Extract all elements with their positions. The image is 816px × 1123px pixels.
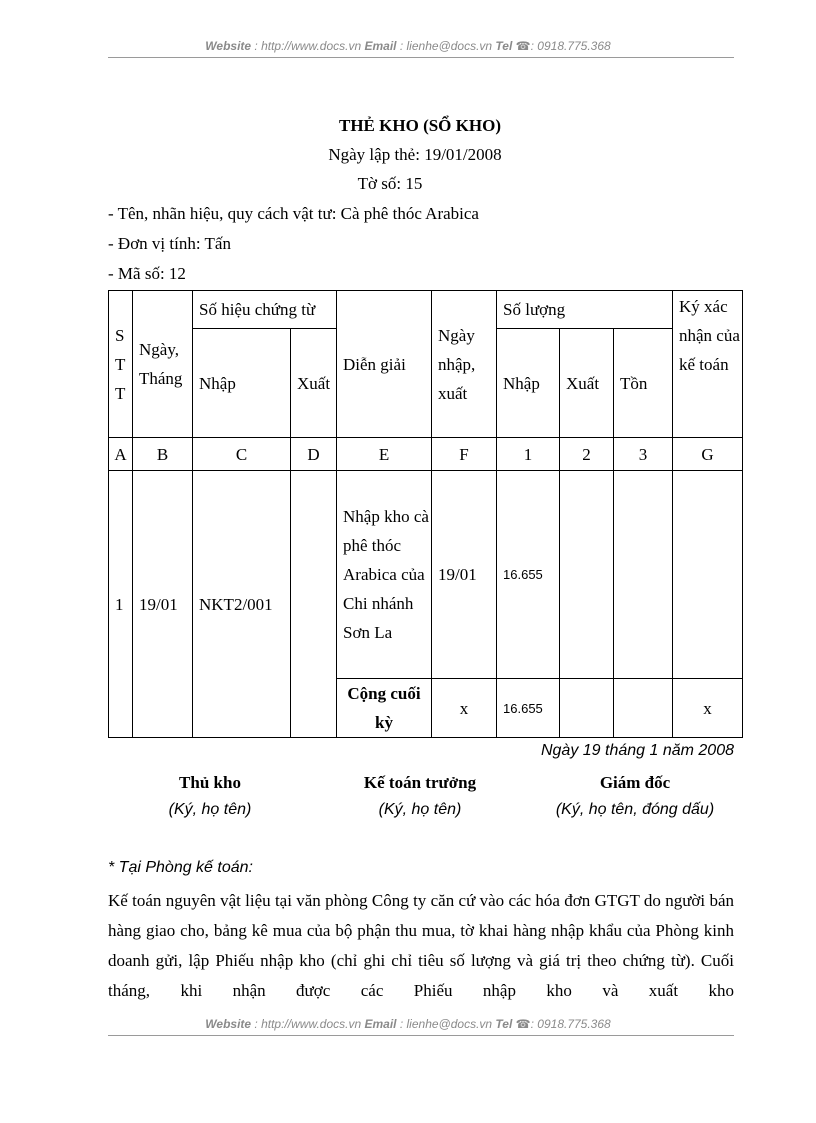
code-cell: F xyxy=(432,438,497,471)
signature-director xyxy=(530,773,740,819)
total-qty-stock xyxy=(614,679,673,738)
code-cell: D xyxy=(291,438,337,471)
page-footer xyxy=(0,1017,816,1031)
header-qty-stock: Tồn xyxy=(614,329,673,438)
header-quantity: Số lượng xyxy=(497,291,673,329)
code-cell: 3 xyxy=(614,438,673,471)
item-name: - Tên, nhãn hiệu, quy cách vật tư: Cà phê thóc Arabica xyxy=(108,204,479,223)
creation-date: Ngày lập thẻ: 19/01/2008 xyxy=(328,145,502,164)
row-qty-stock xyxy=(614,471,673,679)
code-cell: A xyxy=(109,438,133,471)
total-label: Cộng cuối kỳ xyxy=(337,679,432,738)
page-header xyxy=(0,39,816,53)
column-code-row xyxy=(109,438,743,471)
item-code: - Mã số: 12 xyxy=(108,264,186,283)
table-row xyxy=(109,471,743,679)
tel-label: Tel xyxy=(495,1017,513,1031)
document-title: THẺ KHO (SỔ KHO) xyxy=(339,116,501,135)
header-stt: S T T xyxy=(109,291,133,438)
row-confirm xyxy=(673,471,743,679)
website-label: Website xyxy=(205,1017,252,1031)
signature-role: Thủ kho xyxy=(179,773,241,792)
code-cell: B xyxy=(133,438,193,471)
code-cell: E xyxy=(337,438,432,471)
signature-role: Giám đốc xyxy=(599,773,671,792)
section-note: * Tại Phòng kế toán: xyxy=(108,859,253,876)
header-doc-in: Nhập xyxy=(193,329,291,438)
tel-value: : 0918.775.368 xyxy=(530,39,611,53)
signature-date: Ngày 19 tháng 1 năm 2008 xyxy=(540,742,734,759)
signature-storekeeper xyxy=(130,773,290,819)
header-divider xyxy=(108,57,734,58)
header-row-1 xyxy=(109,291,743,329)
signature-hint: (Ký, họ tên) xyxy=(378,801,462,818)
email-label: Email xyxy=(364,39,397,53)
tel-value: : 0918.775.368 xyxy=(530,1017,611,1031)
website-value: : http://www.docs.vn xyxy=(254,39,362,53)
code-cell: G xyxy=(673,438,743,471)
row-doc-in: NKT2/001 xyxy=(193,471,291,738)
phone-icon: ☎ xyxy=(515,1017,531,1031)
header-document-no: Số hiệu chứng từ xyxy=(193,291,337,329)
row-description: Nhập kho cà phê thóc Arabica của Chi nhánh Sơn La xyxy=(337,471,432,679)
total-qty-in: 16.655 xyxy=(497,679,560,738)
footer-divider xyxy=(108,1035,734,1036)
unit-of-measure: - Đơn vị tính: Tấn xyxy=(108,234,231,253)
row-stt: 1 xyxy=(109,471,133,738)
website-value: : http://www.docs.vn xyxy=(254,1017,362,1031)
email-label: Email xyxy=(364,1017,397,1031)
total-inout-date: x xyxy=(432,679,497,738)
header-description: Diễn giải xyxy=(337,291,432,438)
header-date: Ngày, Tháng xyxy=(133,291,193,438)
row-qty-in: 16.655 xyxy=(497,471,560,679)
website-label: Website xyxy=(205,39,252,53)
stock-card-table xyxy=(108,290,743,738)
row-qty-out xyxy=(560,471,614,679)
header-doc-out: Xuất xyxy=(291,329,337,438)
phone-icon: ☎ xyxy=(515,39,531,53)
header-inout-date: Ngày nhập, xuất xyxy=(432,291,497,438)
body-paragraph: Kế toán nguyên vật liệu tại văn phòng Công ty căn cứ vào các hóa đơn GTGT do người bán hàng giao cho, bảng kê mua của bộ phận thu mua, tờ khai hàng nhập khẩu của Phòng kinh doanh gửi, lập Phiếu nhập kho (chỉ ghi chỉ tiêu số lượng và giá trị theo chứng từ). Cuối tháng, khi nhận được các Phiếu nhập kho và xuất kho xyxy=(108,891,734,1000)
row-date: 19/01 xyxy=(133,471,193,738)
signature-role: Kế toán trưởng xyxy=(363,773,477,792)
header-qty-in: Nhập xyxy=(497,329,560,438)
tel-label: Tel xyxy=(495,39,513,53)
row-inout-date: 19/01 xyxy=(432,471,497,679)
code-cell: 1 xyxy=(497,438,560,471)
code-cell: 2 xyxy=(560,438,614,471)
code-cell: C xyxy=(193,438,291,471)
signature-hint: (Ký, họ tên, đóng dấu) xyxy=(555,801,715,818)
total-confirm: x xyxy=(673,679,743,738)
email-value: : lienhe@docs.vn xyxy=(399,39,493,53)
signature-chief-accountant xyxy=(325,773,515,819)
sheet-number: Tờ số: 15 xyxy=(357,174,423,193)
header-qty-out: Xuất xyxy=(560,329,614,438)
email-value: : lienhe@docs.vn xyxy=(399,1017,493,1031)
row-doc-out xyxy=(291,471,337,738)
signature-hint: (Ký, họ tên) xyxy=(168,801,252,818)
header-confirm: Ký xác nhận của kế toán xyxy=(673,291,743,438)
total-qty-out xyxy=(560,679,614,738)
